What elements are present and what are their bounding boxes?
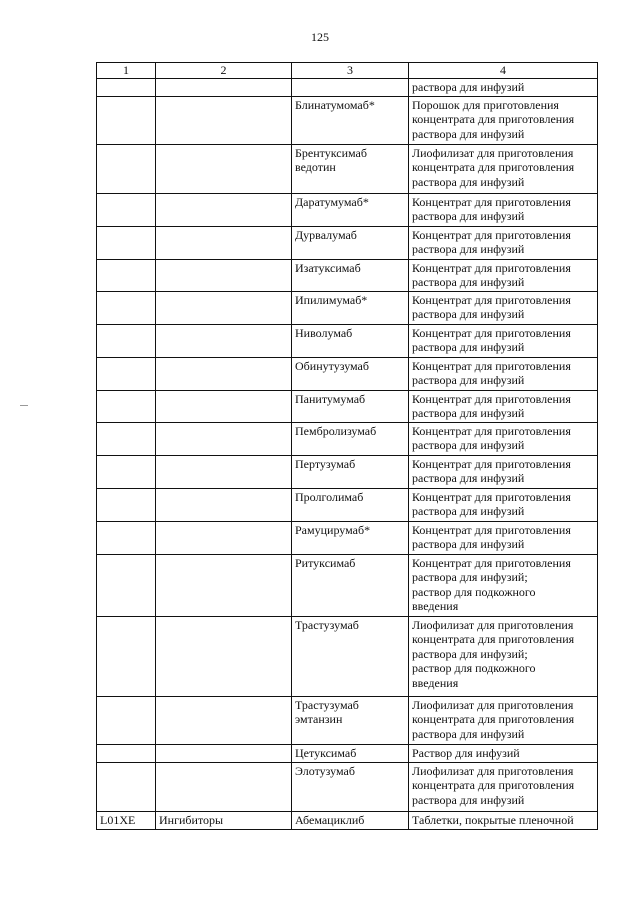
atc-code-cell: [97, 96, 156, 144]
drug-name-cell: [292, 324, 409, 357]
group-name-cell: [156, 455, 292, 488]
group-name-cell: [156, 324, 292, 357]
atc-code-cell: [97, 193, 156, 226]
table-row: [97, 554, 598, 616]
table-row: [97, 291, 598, 324]
drug-name-line: Цетуксимаб: [295, 745, 357, 760]
dosage-form-line: раствора для инфузий: [412, 275, 525, 289]
dosage-form-line: раствора для инфузий: [412, 373, 525, 387]
dosage-form-cell: [409, 422, 598, 455]
dosage-form-line: Лиофилизат для приготовления: [412, 697, 574, 712]
group-name-cell: [156, 193, 292, 226]
dosage-form-line: раствора для инфузий;: [412, 646, 528, 661]
drug-name-cell: [292, 554, 409, 616]
group-name-cell: [156, 616, 292, 696]
group-name-cell: [156, 291, 292, 324]
table-row: [97, 226, 598, 259]
drug-table: [96, 62, 598, 830]
table-row: [97, 422, 598, 455]
drug-name-line: Панитумумаб: [295, 391, 366, 406]
table-row: [97, 696, 598, 744]
dosage-form-cell: [409, 811, 598, 829]
atc-code-cell: [97, 422, 156, 455]
table-row: [97, 390, 598, 422]
drug-name-line: Блинатумомаб*: [295, 97, 375, 112]
dosage-form-cell: [409, 324, 598, 357]
drug-name-line: Пертузумаб: [295, 456, 356, 471]
drug-name-cell: [292, 455, 409, 488]
atc-code-cell: [97, 455, 156, 488]
drug-name-cell: [292, 762, 409, 811]
drug-name-cell: [292, 291, 409, 324]
drug-name-cell: [292, 390, 409, 422]
dosage-form-cell: [409, 616, 598, 696]
drug-name-line: Даратумумаб*: [295, 194, 369, 209]
dosage-form-line: введения: [412, 599, 459, 613]
dosage-form-cell: [409, 390, 598, 422]
drug-name-cell: [292, 521, 409, 554]
atc-code-cell: [97, 616, 156, 696]
table-row: [97, 521, 598, 554]
table-row: [97, 259, 598, 291]
dosage-form-line: Порошок для приготовления: [412, 97, 559, 112]
group-name-cell: [156, 357, 292, 390]
dosage-form-cell: [409, 96, 598, 144]
drug-name-line: Трастузумаб: [295, 697, 359, 712]
dosage-form-line: концентрата для приготовления: [412, 160, 575, 174]
table-row: [97, 193, 598, 226]
drug-name-cell: [292, 422, 409, 455]
dosage-form-line: раствора для инфузий: [412, 504, 525, 518]
page-number: 125: [311, 30, 329, 44]
drug-name-cell: [292, 811, 409, 829]
group-name-cell: [156, 259, 292, 291]
table-row: [97, 616, 598, 696]
drug-name-line: Ритуксимаб: [295, 555, 356, 570]
table-row: [97, 96, 598, 144]
atc-code-cell: [97, 744, 156, 762]
atc-code-cell: [97, 357, 156, 390]
dosage-form-line: концентрата для приготовления: [412, 778, 575, 792]
table-row: [97, 324, 598, 357]
drug-name-line: Дурвалумаб: [295, 227, 357, 242]
group-name-cell: [156, 226, 292, 259]
dosage-form-line: раствора для инфузий: [412, 537, 525, 551]
dosage-form-line: Концентрат для приготовления: [412, 358, 571, 373]
dosage-form-line: Раствор для инфузий: [412, 745, 520, 760]
group-name-cell: [156, 521, 292, 554]
dosage-form-line: раствора для инфузий: [412, 726, 525, 741]
group-name-cell: [156, 488, 292, 521]
dosage-form-cell: [409, 259, 598, 291]
dosage-form-line: раствора для инфузий: [412, 340, 525, 354]
dosage-form-cell: [409, 455, 598, 488]
atc-code-cell: [97, 762, 156, 811]
atc-code-cell: [97, 226, 156, 259]
dosage-form-line: Концентрат для приготовления: [412, 260, 571, 275]
dosage-form-cell: [409, 144, 598, 193]
atc-code-cell: [97, 488, 156, 521]
group-name-cell: [156, 422, 292, 455]
drug-name-cell: [292, 226, 409, 259]
drug-name-cell: [292, 616, 409, 696]
dosage-form-line: раствора для инфузий: [412, 307, 525, 321]
atc-code-cell: L01XE: [97, 811, 156, 829]
dosage-form-cell: [409, 744, 598, 762]
group-name-cell: [156, 554, 292, 616]
dosage-form-line: Концентрат для приготовления: [412, 522, 571, 537]
drug-name-cell: [292, 696, 409, 744]
table-row: [97, 762, 598, 811]
margin-mark: [20, 405, 28, 406]
atc-code-cell: [97, 521, 156, 554]
atc-code-cell: [97, 696, 156, 744]
table-row: [97, 357, 598, 390]
drug-name-line: Рамуцирумаб*: [295, 522, 371, 537]
atc-code-cell: [97, 144, 156, 193]
drug-name-cell: [292, 259, 409, 291]
dosage-form-line: раствора для инфузий;: [412, 570, 528, 584]
drug-name-line: Ипилимумаб*: [295, 292, 368, 307]
drug-name-line: Абемациклиб: [295, 812, 365, 827]
group-name-cell: [156, 390, 292, 422]
dosage-form-line: Концентрат для приготовления: [412, 391, 571, 406]
group-name-cell: [156, 696, 292, 744]
dosage-form-line: Концентрат для приготовления: [412, 489, 571, 504]
dosage-form-cell: [409, 696, 598, 744]
atc-code-cell: [97, 390, 156, 422]
dosage-form-line: Лиофилизат для приготовления: [412, 763, 574, 778]
drug-name-cell: [292, 488, 409, 521]
dosage-form-line: Концентрат для приготовления: [412, 194, 571, 209]
table-row: [97, 488, 598, 521]
header-row: [97, 63, 598, 79]
dosage-form-line: Концентрат для приготовления: [412, 555, 571, 570]
dosage-form-cell: [409, 79, 598, 97]
dosage-form-line: концентрата для приготовления: [412, 632, 575, 646]
drug-name-cell: [292, 144, 409, 193]
dosage-form-line: раствор для подкожного: [412, 584, 536, 599]
dosage-form-line: Таблетки, покрытые пленочной: [412, 812, 574, 827]
dosage-form-line: Концентрат для приготовления: [412, 325, 571, 340]
atc-code-cell: [97, 324, 156, 357]
dosage-form-line: раствора для инфузий: [412, 406, 525, 420]
dosage-form-line: раствора для инфузий: [412, 792, 525, 807]
atc-code-cell: [97, 554, 156, 616]
dosage-form-cell: [409, 762, 598, 811]
drug-name-line: Брентуксимаб: [295, 145, 367, 160]
header-col-1: 1: [97, 63, 156, 79]
dosage-form-cell: [409, 226, 598, 259]
table-row: [97, 811, 598, 829]
dosage-form-cell: [409, 488, 598, 521]
header-col-2: 2: [156, 63, 292, 79]
dosage-form-cell: [409, 357, 598, 390]
dosage-form-line: раствора для инфузий: [412, 209, 525, 223]
table-row: [97, 79, 598, 97]
group-name-cell: [156, 762, 292, 811]
dosage-form-line: Концентрат для приготовления: [412, 423, 571, 438]
drug-name-line: Ниволумаб: [295, 325, 353, 340]
dosage-form-line: раствора для инфузий: [412, 471, 525, 485]
table-body: [97, 79, 598, 830]
dosage-form-line: раствора для инфузий: [412, 174, 525, 189]
atc-code-cell: [97, 259, 156, 291]
drug-name-line: Пролголимаб: [295, 489, 364, 504]
dosage-form-line: Лиофилизат для приготовления: [412, 617, 574, 632]
dosage-form-line: раствора для инфузий: [412, 438, 525, 452]
dosage-form-line: Лиофилизат для приготовления: [412, 145, 574, 160]
drug-name-line: Элотузумаб: [295, 763, 355, 778]
header-col-4: 4: [409, 63, 598, 79]
table-row: [97, 455, 598, 488]
atc-code-cell: [97, 79, 156, 97]
group-name-cell: [156, 744, 292, 762]
group-name-cell: [156, 144, 292, 193]
dosage-form-cell: [409, 193, 598, 226]
dosage-form-line: Концентрат для приготовления: [412, 456, 571, 471]
drug-name-cell: [292, 357, 409, 390]
dosage-form-line: концентрата для приготовления: [412, 112, 575, 126]
drug-name-cell: [292, 79, 409, 97]
drug-name-line: ведотин: [295, 160, 336, 174]
header-col-3: 3: [292, 63, 409, 79]
dosage-form-line: введения: [412, 675, 459, 690]
drug-name-line: Обинутузумаб: [295, 358, 369, 373]
group-name-cell: [156, 79, 292, 97]
dosage-form-line: Концентрат для приготовления: [412, 227, 571, 242]
group-name-cell: [156, 96, 292, 144]
dosage-form-cell: [409, 554, 598, 616]
dosage-form-cell: [409, 521, 598, 554]
drug-name-line: Пембролизумаб: [295, 423, 377, 438]
drug-name-cell: [292, 744, 409, 762]
dosage-form-line: раствора для инфузий: [412, 242, 525, 256]
drug-name-line: Изатуксимаб: [295, 260, 361, 275]
dosage-form-line: Концентрат для приготовления: [412, 292, 571, 307]
dosage-form-cell: [409, 291, 598, 324]
drug-name-cell: [292, 193, 409, 226]
drug-name-cell: [292, 96, 409, 144]
table-row: [97, 144, 598, 193]
drug-name-line: эмтанзин: [295, 712, 343, 726]
dosage-form-line: концентрата для приготовления: [412, 712, 575, 726]
atc-code-cell: [97, 291, 156, 324]
group-name-cell: Ингибиторы: [156, 811, 292, 829]
dosage-form-line: раствора для инфузий: [412, 80, 525, 94]
table-row: [97, 744, 598, 762]
drug-name-line: Трастузумаб: [295, 617, 359, 632]
dosage-form-line: раствора для инфузий: [412, 126, 525, 141]
dosage-form-line: раствор для подкожного: [412, 661, 536, 675]
